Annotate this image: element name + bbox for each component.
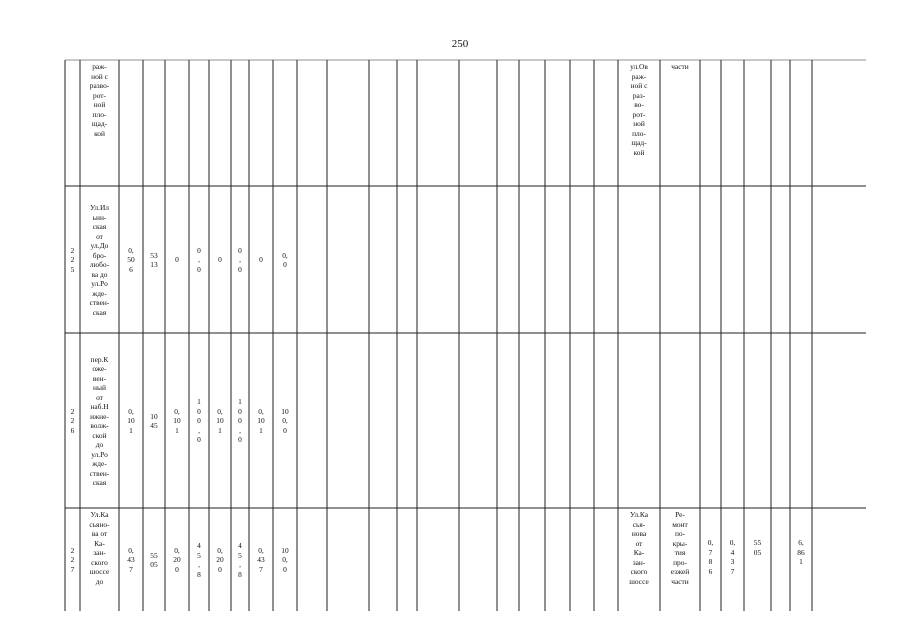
value-cell: 0, 20 0 (173, 545, 181, 574)
value-cell: 4 5 , 8 (197, 541, 201, 579)
repair-value-cell (700, 188, 721, 332)
repair-value-cell (700, 62, 721, 185)
value-cell: 0, 43 7 (127, 545, 135, 574)
repair-value-cell (721, 188, 744, 332)
repair-street-cell: Ул.Ка сья- нова от Ка- зан- ского шоссе (629, 510, 649, 586)
repair-value-cell (721, 62, 744, 185)
value-cell: 1 0 0 , 0 (238, 397, 242, 445)
value-cell: 10 0, 0 (281, 545, 289, 574)
repair-value-cell (790, 188, 812, 332)
value-cell (119, 62, 143, 185)
repair-value-cell: 6, 86 1 (797, 538, 805, 566)
value-cell: 0, 0 (282, 250, 288, 269)
value-cell: 0, 10 1 (257, 406, 265, 435)
street-cell: пер.К оже- вен- ный от наб.Н ижне- волж- ской до ул.Ро жде- ствен- ская (89, 354, 110, 487)
value-cell (249, 62, 273, 185)
value-cell: 0 (218, 255, 222, 265)
value-cell: 4 5 , 8 (238, 541, 242, 579)
repair-value-cell (790, 335, 812, 507)
value-cell: 10 0, 0 (281, 406, 289, 435)
repair-value-cell (744, 335, 771, 507)
street-cell: Ул.Ка сьяно- ва от Ка- зан- ского шоссе до (89, 510, 110, 586)
value-cell: 0 (259, 255, 263, 265)
repair-work-cell (660, 335, 700, 507)
repair-value-cell (771, 538, 790, 610)
repair-value-cell (771, 188, 790, 332)
page-number: 250 (451, 38, 469, 50)
value-cell: 0, 10 1 (127, 406, 135, 435)
value-cell (273, 62, 297, 185)
row-number (65, 62, 80, 185)
repair-street-cell: ул.Ов раж- ной с раз- во- рот- ной пло- щад- кой (630, 62, 648, 157)
value-cell (165, 62, 189, 185)
repair-value-cell (744, 62, 771, 185)
value-cell: 10 45 (150, 411, 158, 430)
repair-work-cell (660, 188, 700, 332)
repair-value-cell (790, 62, 812, 185)
repair-street-cell (618, 188, 660, 332)
row-number: 2 2 7 (70, 545, 75, 574)
value-cell: 0, 43 7 (257, 545, 265, 574)
value-cell: 0 , 0 (197, 245, 201, 274)
repair-value-cell (700, 335, 721, 507)
value-cell: 0, 10 1 (173, 406, 181, 435)
repair-work-cell: Ре- монт по- кры- тия про- езжей части (670, 510, 690, 586)
row-number: 2 2 6 (70, 406, 75, 435)
value-cell: 1 0 0 , 0 (197, 397, 201, 445)
value-cell (209, 62, 231, 185)
repair-value-cell: 0, 4 3 7 (729, 538, 736, 576)
value-cell: 55 05 (150, 550, 158, 569)
repair-value-cell: 0, 7 8 6 (707, 538, 714, 576)
repair-value-cell (771, 335, 790, 507)
value-cell (189, 62, 209, 185)
value-cell (143, 62, 165, 185)
repair-value-cell (771, 62, 790, 185)
value-cell (231, 62, 249, 185)
repair-work-cell: части (671, 62, 689, 71)
street-cell: раж- ной с разво- рот- ной пло- щад- кой (89, 62, 110, 138)
row-number: 2 2 5 (70, 245, 75, 274)
repair-value-cell: 55 05 (753, 538, 762, 557)
value-cell: 0, 50 6 (127, 245, 135, 274)
value-cell: 0, 20 0 (216, 545, 224, 574)
value-cell: 0 , 0 (238, 245, 242, 274)
value-cell: 0, 10 1 (216, 406, 224, 435)
street-cell: Ул.Ил ьин- ская от ул.До бро- любо- ва до ул.Ро жде- ствен- ская (89, 203, 110, 317)
repair-value-cell (744, 188, 771, 332)
value-cell: 53 13 (150, 250, 158, 269)
value-cell: 0 (175, 255, 179, 265)
repair-street-cell (618, 335, 660, 507)
repair-value-cell (721, 335, 744, 507)
